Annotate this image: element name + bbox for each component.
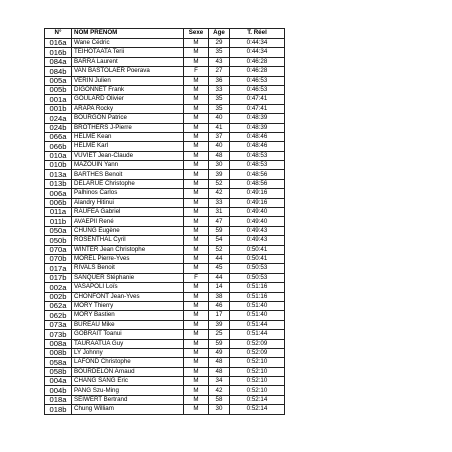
age-cell: 52 <box>209 245 230 254</box>
name-cell: CHUNG Eugène <box>72 226 184 235</box>
header-age: Age <box>209 29 230 39</box>
sex-cell: M <box>184 179 209 188</box>
name-cell: BOURDELON Arnaud <box>72 367 184 376</box>
time-cell: 0:51:40 <box>230 311 285 320</box>
time-cell: 0:46:28 <box>230 57 285 66</box>
age-cell: 47 <box>209 217 230 226</box>
bib-cell: 016a <box>45 39 72 48</box>
header-name: NOM PRENOM <box>72 29 184 39</box>
time-cell: 0:47:41 <box>230 104 285 113</box>
bib-cell: 001a <box>45 95 72 104</box>
table-row <box>45 348 285 357</box>
table-row <box>45 123 285 132</box>
time-cell: 0:51:40 <box>230 301 285 310</box>
age-cell: 44 <box>209 273 230 282</box>
age-cell: 35 <box>209 104 230 113</box>
bib-cell: 024a <box>45 114 72 123</box>
table-row <box>45 377 285 386</box>
table-row <box>45 48 285 57</box>
bib-cell: 010a <box>45 151 72 160</box>
time-cell: 0:50:41 <box>230 254 285 263</box>
name-cell: VUVIET Jean-Claude <box>72 151 184 160</box>
header-bib-number: N° <box>45 29 72 39</box>
time-cell: 0:48:39 <box>230 123 285 132</box>
time-cell: 0:48:39 <box>230 114 285 123</box>
sex-cell: M <box>184 301 209 310</box>
age-cell: 35 <box>209 48 230 57</box>
table-row <box>45 386 285 395</box>
bib-cell: 073b <box>45 330 72 339</box>
bib-cell: 013a <box>45 170 72 179</box>
sex-cell: M <box>184 151 209 160</box>
age-cell: 34 <box>209 377 230 386</box>
table-row <box>45 330 285 339</box>
age-cell: 33 <box>209 198 230 207</box>
table-row <box>45 57 285 66</box>
time-cell: 0:52:09 <box>230 348 285 357</box>
table-row <box>45 395 285 404</box>
table-header <box>45 29 285 39</box>
sex-cell: M <box>184 39 209 48</box>
name-cell: ARAPA Rocky <box>72 104 184 113</box>
name-cell: RIVALS Benoit <box>72 264 184 273</box>
bib-cell: 002a <box>45 283 72 292</box>
bib-cell: 011a <box>45 208 72 217</box>
bib-cell: 013b <box>45 179 72 188</box>
time-cell: 0:46:53 <box>230 85 285 94</box>
time-cell: 0:52:14 <box>230 405 285 414</box>
sex-cell: M <box>184 348 209 357</box>
table-row <box>45 39 285 48</box>
name-cell: BOURGON Patrice <box>72 114 184 123</box>
table-row <box>45 254 285 263</box>
sex-cell: M <box>184 330 209 339</box>
name-cell: RAUFEA Gabriel <box>72 208 184 217</box>
sex-cell: M <box>184 311 209 320</box>
age-cell: 58 <box>209 395 230 404</box>
bib-cell: 002b <box>45 292 72 301</box>
name-cell: MORY Thierry <box>72 301 184 310</box>
age-cell: 41 <box>209 123 230 132</box>
bib-cell: 004b <box>45 386 72 395</box>
name-cell: BARTHES Benoit <box>72 170 184 179</box>
name-cell: LAFOND Christophe <box>72 358 184 367</box>
bib-cell: 070a <box>45 245 72 254</box>
bib-cell: 016b <box>45 48 72 57</box>
bib-cell: 084a <box>45 57 72 66</box>
name-cell: HELME Kean <box>72 132 184 141</box>
table-row <box>45 358 285 367</box>
bib-cell: 010b <box>45 161 72 170</box>
sex-cell: M <box>184 76 209 85</box>
sex-cell: F <box>184 67 209 76</box>
sex-cell: M <box>184 48 209 57</box>
bib-cell: 066b <box>45 142 72 151</box>
age-cell: 36 <box>209 76 230 85</box>
table-row <box>45 245 285 254</box>
sex-cell: M <box>184 170 209 179</box>
time-cell: 0:52:10 <box>230 367 285 376</box>
table-row <box>45 189 285 198</box>
sex-cell: M <box>184 217 209 226</box>
name-cell: GOULARD Olivier <box>72 95 184 104</box>
bib-cell: 062a <box>45 301 72 310</box>
sex-cell: M <box>184 123 209 132</box>
bib-cell: 017b <box>45 273 72 282</box>
time-cell: 0:48:56 <box>230 170 285 179</box>
sex-cell: M <box>184 283 209 292</box>
bib-cell: 050b <box>45 236 72 245</box>
bib-cell: 084b <box>45 67 72 76</box>
table-body <box>45 39 285 415</box>
time-cell: 0:46:28 <box>230 67 285 76</box>
sex-cell: M <box>184 114 209 123</box>
age-cell: 48 <box>209 367 230 376</box>
name-cell: CHONFONT Jean-Yves <box>72 292 184 301</box>
name-cell: VERIN Julien <box>72 76 184 85</box>
time-cell: 0:47:41 <box>230 95 285 104</box>
bib-cell: 050a <box>45 226 72 235</box>
time-cell: 0:46:53 <box>230 76 285 85</box>
bib-cell: 001b <box>45 104 72 113</box>
name-cell: MORY Bastien <box>72 311 184 320</box>
time-cell: 0:51:16 <box>230 292 285 301</box>
header-time: T. Réel <box>230 29 285 39</box>
table-row <box>45 198 285 207</box>
name-cell: BARRA Laurent <box>72 57 184 66</box>
time-cell: 0:52:10 <box>230 377 285 386</box>
table-row <box>45 161 285 170</box>
table-row <box>45 85 285 94</box>
age-cell: 59 <box>209 226 230 235</box>
age-cell: 48 <box>209 358 230 367</box>
age-cell: 17 <box>209 311 230 320</box>
time-cell: 0:48:53 <box>230 151 285 160</box>
table-row <box>45 301 285 310</box>
time-cell: 0:49:40 <box>230 217 285 226</box>
name-cell: MAZOUIN Yann <box>72 161 184 170</box>
sex-cell: M <box>184 104 209 113</box>
time-cell: 0:48:56 <box>230 179 285 188</box>
age-cell: 27 <box>209 67 230 76</box>
sex-cell: M <box>184 395 209 404</box>
table-row <box>45 273 285 282</box>
bib-cell: 006b <box>45 198 72 207</box>
sex-cell: M <box>184 367 209 376</box>
time-cell: 0:52:09 <box>230 339 285 348</box>
time-cell: 0:52:10 <box>230 386 285 395</box>
time-cell: 0:49:43 <box>230 236 285 245</box>
name-cell: DELARUE Christophe <box>72 179 184 188</box>
age-cell: 37 <box>209 132 230 141</box>
table-row <box>45 208 285 217</box>
name-cell: BUREAU Mike <box>72 320 184 329</box>
name-cell: SEIWERT Bertrand <box>72 395 184 404</box>
age-cell: 33 <box>209 85 230 94</box>
table-row <box>45 132 285 141</box>
sex-cell: M <box>184 320 209 329</box>
sex-cell: M <box>184 132 209 141</box>
time-cell: 0:48:46 <box>230 132 285 141</box>
name-cell: HELME Karl <box>72 142 184 151</box>
sex-cell: M <box>184 161 209 170</box>
time-cell: 0:52:10 <box>230 358 285 367</box>
time-cell: 0:49:43 <box>230 226 285 235</box>
name-cell: DIGONNET Frank <box>72 85 184 94</box>
time-cell: 0:50:53 <box>230 273 285 282</box>
table-row <box>45 170 285 179</box>
bib-cell: 058b <box>45 367 72 376</box>
header-sex: Sexe <box>184 29 209 39</box>
sex-cell: M <box>184 85 209 94</box>
table-row <box>45 142 285 151</box>
sex-cell: M <box>184 377 209 386</box>
results-table <box>44 28 285 415</box>
time-cell: 0:44:34 <box>230 39 285 48</box>
time-cell: 0:50:53 <box>230 264 285 273</box>
time-cell: 0:51:16 <box>230 283 285 292</box>
age-cell: 30 <box>209 405 230 414</box>
name-cell: MOREL Pierre-Yves <box>72 254 184 263</box>
age-cell: 46 <box>209 301 230 310</box>
sex-cell: M <box>184 189 209 198</box>
table-row <box>45 67 285 76</box>
time-cell: 0:50:41 <box>230 245 285 254</box>
name-cell: Chung William <box>72 405 184 414</box>
name-cell: AVAEPII René <box>72 217 184 226</box>
time-cell: 0:52:14 <box>230 395 285 404</box>
bib-cell: 004a <box>45 377 72 386</box>
name-cell: PANG Szu-Ming <box>72 386 184 395</box>
table-row <box>45 95 285 104</box>
age-cell: 14 <box>209 283 230 292</box>
table-row <box>45 179 285 188</box>
sex-cell: M <box>184 57 209 66</box>
sex-cell: M <box>184 292 209 301</box>
age-cell: 38 <box>209 292 230 301</box>
name-cell: WINTER Jean Christophe <box>72 245 184 254</box>
sex-cell: M <box>184 358 209 367</box>
sex-cell: M <box>184 405 209 414</box>
age-cell: 29 <box>209 39 230 48</box>
table-row <box>45 151 285 160</box>
sex-cell: M <box>184 386 209 395</box>
sex-cell: M <box>184 95 209 104</box>
age-cell: 54 <box>209 236 230 245</box>
table-row <box>45 114 285 123</box>
age-cell: 30 <box>209 161 230 170</box>
table-row <box>45 104 285 113</box>
sex-cell: M <box>184 264 209 273</box>
age-cell: 40 <box>209 142 230 151</box>
name-cell: SANQUER Stéphanie <box>72 273 184 282</box>
age-cell: 49 <box>209 348 230 357</box>
table-row <box>45 320 285 329</box>
age-cell: 35 <box>209 95 230 104</box>
bib-cell: 018b <box>45 405 72 414</box>
table-row <box>45 236 285 245</box>
name-cell: Palhinos Carlos <box>72 189 184 198</box>
table-row <box>45 292 285 301</box>
time-cell: 0:48:53 <box>230 161 285 170</box>
table-row <box>45 405 285 414</box>
time-cell: 0:49:16 <box>230 198 285 207</box>
age-cell: 39 <box>209 170 230 179</box>
age-cell: 42 <box>209 386 230 395</box>
name-cell: VAN BASTOLAER Poerava <box>72 67 184 76</box>
table-row <box>45 311 285 320</box>
time-cell: 0:49:16 <box>230 189 285 198</box>
name-cell: LY Johnny <box>72 348 184 357</box>
sex-cell: M <box>184 226 209 235</box>
bib-cell: 062b <box>45 311 72 320</box>
bib-cell: 058a <box>45 358 72 367</box>
bib-cell: 011b <box>45 217 72 226</box>
age-cell: 25 <box>209 330 230 339</box>
name-cell: CHANG SANG Eric <box>72 377 184 386</box>
time-cell: 0:51:44 <box>230 330 285 339</box>
name-cell: Wane Cédric <box>72 39 184 48</box>
age-cell: 44 <box>209 254 230 263</box>
sex-cell: M <box>184 142 209 151</box>
table-row <box>45 283 285 292</box>
bib-cell: 070b <box>45 254 72 263</box>
age-cell: 42 <box>209 189 230 198</box>
bib-cell: 005a <box>45 76 72 85</box>
bib-cell: 006a <box>45 189 72 198</box>
time-cell: 0:51:44 <box>230 320 285 329</box>
table-row <box>45 217 285 226</box>
bib-cell: 008a <box>45 339 72 348</box>
age-cell: 48 <box>209 151 230 160</box>
sex-cell: M <box>184 236 209 245</box>
name-cell: TEIHOTAATA Terii <box>72 48 184 57</box>
time-cell: 0:44:34 <box>230 48 285 57</box>
sex-cell: M <box>184 208 209 217</box>
bib-cell: 073a <box>45 320 72 329</box>
age-cell: 39 <box>209 320 230 329</box>
table-row <box>45 264 285 273</box>
bib-cell: 017a <box>45 264 72 273</box>
time-cell: 0:48:46 <box>230 142 285 151</box>
sex-cell: M <box>184 198 209 207</box>
name-cell: BROTHERS J-Pierre <box>72 123 184 132</box>
age-cell: 59 <box>209 339 230 348</box>
bib-cell: 066a <box>45 132 72 141</box>
sex-cell: M <box>184 339 209 348</box>
bib-cell: 018a <box>45 395 72 404</box>
header-row <box>45 29 285 39</box>
age-cell: 40 <box>209 114 230 123</box>
table-row <box>45 339 285 348</box>
table-row <box>45 367 285 376</box>
name-cell: TAURAATUA Guy <box>72 339 184 348</box>
name-cell: GOBRAIT Toanui <box>72 330 184 339</box>
table-row <box>45 76 285 85</box>
name-cell: ROSENTHAL Cyril <box>72 236 184 245</box>
age-cell: 45 <box>209 264 230 273</box>
name-cell: Alandry Hitinui <box>72 198 184 207</box>
name-cell: VASAPOLI Loïs <box>72 283 184 292</box>
sex-cell: M <box>184 254 209 263</box>
age-cell: 43 <box>209 57 230 66</box>
sex-cell: M <box>184 245 209 254</box>
age-cell: 52 <box>209 179 230 188</box>
age-cell: 31 <box>209 208 230 217</box>
time-cell: 0:49:40 <box>230 208 285 217</box>
bib-cell: 024b <box>45 123 72 132</box>
bib-cell: 005b <box>45 85 72 94</box>
bib-cell: 008b <box>45 348 72 357</box>
sex-cell: F <box>184 273 209 282</box>
table-row <box>45 226 285 235</box>
